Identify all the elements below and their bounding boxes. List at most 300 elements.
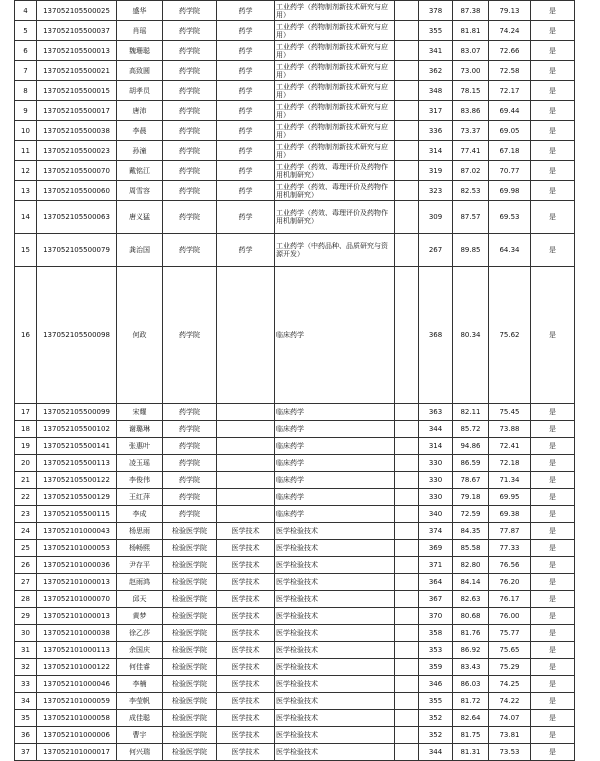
major-cell: 医学技术 xyxy=(217,557,275,574)
initial-score-cell: 378 xyxy=(419,1,453,21)
exam-id-cell: 137052105500102 xyxy=(37,421,117,438)
row-number-cell: 16 xyxy=(15,267,37,404)
admitted-cell: 是 xyxy=(531,181,575,201)
total-score-cell: 72.41 xyxy=(489,438,531,455)
student-name-cell: 李莹帆 xyxy=(117,693,163,710)
exam-id-cell: 137052105500115 xyxy=(37,506,117,523)
initial-score-cell: 330 xyxy=(419,489,453,506)
retest-score-cell: 77.41 xyxy=(453,141,489,161)
direction-cell: 工业药学（药物制剂新技术研究与应用） xyxy=(275,101,395,121)
row-number-cell: 6 xyxy=(15,41,37,61)
retest-score-cell: 86.59 xyxy=(453,455,489,472)
direction-cell: 工业药学（药物制剂新技术研究与应用） xyxy=(275,1,395,21)
table-row xyxy=(15,267,575,404)
major-cell: 药学 xyxy=(217,61,275,81)
college-cell: 药学院 xyxy=(163,161,217,181)
table-row xyxy=(15,727,575,744)
row-number-cell: 12 xyxy=(15,161,37,181)
exam-id-cell: 137052105500070 xyxy=(37,161,117,181)
retest-score-cell: 83.43 xyxy=(453,659,489,676)
exam-id-cell: 137052101000013 xyxy=(37,608,117,625)
table-row xyxy=(15,540,575,557)
admitted-cell: 是 xyxy=(531,404,575,421)
major-cell xyxy=(217,421,275,438)
college-cell: 药学院 xyxy=(163,267,217,404)
direction-cell: 医学检验技术 xyxy=(275,523,395,540)
row-number-cell: 36 xyxy=(15,727,37,744)
exam-id-cell: 137052105500113 xyxy=(37,455,117,472)
row-number-cell: 10 xyxy=(15,121,37,141)
row-number-cell: 18 xyxy=(15,421,37,438)
retest-score-cell: 82.53 xyxy=(453,181,489,201)
initial-score-cell: 355 xyxy=(419,21,453,41)
college-cell: 检验医学院 xyxy=(163,659,217,676)
exam-id-cell: 137052101000046 xyxy=(37,676,117,693)
major-cell: 药学 xyxy=(217,41,275,61)
major-cell xyxy=(217,455,275,472)
row-number-cell: 37 xyxy=(15,744,37,761)
student-name-cell: 张惠叶 xyxy=(117,438,163,455)
exam-id-cell: 137052105500063 xyxy=(37,201,117,234)
empty-cell xyxy=(395,141,419,161)
total-score-cell: 76.17 xyxy=(489,591,531,608)
direction-cell: 医学检验技术 xyxy=(275,540,395,557)
empty-cell xyxy=(395,676,419,693)
total-score-cell: 76.00 xyxy=(489,608,531,625)
retest-score-cell: 79.18 xyxy=(453,489,489,506)
admitted-cell: 是 xyxy=(531,438,575,455)
empty-cell xyxy=(395,61,419,81)
student-name-cell: 黄梦 xyxy=(117,608,163,625)
major-cell: 医学技术 xyxy=(217,659,275,676)
row-number-cell: 24 xyxy=(15,523,37,540)
table-row xyxy=(15,676,575,693)
student-name-cell: 谢璐琳 xyxy=(117,421,163,438)
empty-cell xyxy=(395,21,419,41)
admitted-cell: 是 xyxy=(531,608,575,625)
retest-score-cell: 82.63 xyxy=(453,591,489,608)
empty-cell xyxy=(395,41,419,61)
admitted-cell: 是 xyxy=(531,727,575,744)
student-name-cell: 尹存平 xyxy=(117,557,163,574)
major-cell: 医学技术 xyxy=(217,693,275,710)
initial-score-cell: 348 xyxy=(419,81,453,101)
total-score-cell: 69.95 xyxy=(489,489,531,506)
table-row xyxy=(15,1,575,21)
student-name-cell: 胡孝员 xyxy=(117,81,163,101)
student-name-cell: 曹宇 xyxy=(117,727,163,744)
major-cell: 药学 xyxy=(217,234,275,267)
major-cell: 药学 xyxy=(217,161,275,181)
student-name-cell: 宋耀 xyxy=(117,404,163,421)
major-cell: 医学技术 xyxy=(217,574,275,591)
exam-id-cell: 137052101000038 xyxy=(37,625,117,642)
exam-id-cell: 137052105500021 xyxy=(37,61,117,81)
table-row xyxy=(15,121,575,141)
major-cell: 医学技术 xyxy=(217,608,275,625)
admitted-cell: 是 xyxy=(531,267,575,404)
direction-cell: 工业药学（中药品种、品质研究与资源开发） xyxy=(275,234,395,267)
college-cell: 检验医学院 xyxy=(163,557,217,574)
college-cell: 药学院 xyxy=(163,234,217,267)
total-score-cell: 72.18 xyxy=(489,455,531,472)
college-cell: 药学院 xyxy=(163,201,217,234)
exam-id-cell: 137052105500025 xyxy=(37,1,117,21)
retest-score-cell: 81.76 xyxy=(453,625,489,642)
total-score-cell: 73.53 xyxy=(489,744,531,761)
student-name-cell: 李晨 xyxy=(117,121,163,141)
empty-cell xyxy=(395,727,419,744)
empty-cell xyxy=(395,455,419,472)
initial-score-cell: 370 xyxy=(419,608,453,625)
empty-cell xyxy=(395,574,419,591)
college-cell: 检验医学院 xyxy=(163,608,217,625)
table-row xyxy=(15,744,575,761)
total-score-cell: 73.81 xyxy=(489,727,531,744)
major-cell: 医学技术 xyxy=(217,540,275,557)
initial-score-cell: 344 xyxy=(419,421,453,438)
table-row xyxy=(15,625,575,642)
exam-id-cell: 137052105500141 xyxy=(37,438,117,455)
retest-score-cell: 81.72 xyxy=(453,693,489,710)
initial-score-cell: 369 xyxy=(419,540,453,557)
admission-table xyxy=(14,0,575,761)
major-cell xyxy=(217,267,275,404)
retest-score-cell: 72.59 xyxy=(453,506,489,523)
table-row xyxy=(15,455,575,472)
table-row xyxy=(15,404,575,421)
admitted-cell: 是 xyxy=(531,642,575,659)
direction-cell: 工业药学（药物制剂新技术研究与应用） xyxy=(275,61,395,81)
student-name-cell: 李成 xyxy=(117,506,163,523)
direction-cell: 工业药学（药物制剂新技术研究与应用） xyxy=(275,41,395,61)
direction-cell: 临床药学 xyxy=(275,421,395,438)
empty-cell xyxy=(395,625,419,642)
admitted-cell: 是 xyxy=(531,744,575,761)
college-cell: 药学院 xyxy=(163,21,217,41)
initial-score-cell: 353 xyxy=(419,642,453,659)
student-name-cell: 何兴瑞 xyxy=(117,744,163,761)
retest-score-cell: 80.68 xyxy=(453,608,489,625)
major-cell xyxy=(217,489,275,506)
table-row xyxy=(15,523,575,540)
admitted-cell: 是 xyxy=(531,61,575,81)
student-name-cell: 李俊伟 xyxy=(117,472,163,489)
total-score-cell: 64.34 xyxy=(489,234,531,267)
direction-cell: 工业药学（药效、毒理评价及药物作用机制研究） xyxy=(275,181,395,201)
total-score-cell: 77.33 xyxy=(489,540,531,557)
empty-cell xyxy=(395,710,419,727)
admitted-cell: 是 xyxy=(531,710,575,727)
table-row xyxy=(15,421,575,438)
exam-id-cell: 137052105500122 xyxy=(37,472,117,489)
retest-score-cell: 85.58 xyxy=(453,540,489,557)
student-name-cell: 成佳聪 xyxy=(117,710,163,727)
row-number-cell: 33 xyxy=(15,676,37,693)
retest-score-cell: 84.35 xyxy=(453,523,489,540)
row-number-cell: 7 xyxy=(15,61,37,81)
total-score-cell: 75.62 xyxy=(489,267,531,404)
student-name-cell: 魏珊聪 xyxy=(117,41,163,61)
major-cell: 药学 xyxy=(217,21,275,41)
table-row xyxy=(15,201,575,234)
admitted-cell: 是 xyxy=(531,574,575,591)
total-score-cell: 74.24 xyxy=(489,21,531,41)
exam-id-cell: 137052101000006 xyxy=(37,727,117,744)
total-score-cell: 74.22 xyxy=(489,693,531,710)
empty-cell xyxy=(395,608,419,625)
exam-id-cell: 137052101000113 xyxy=(37,642,117,659)
exam-id-cell: 137052105500013 xyxy=(37,41,117,61)
direction-cell: 医学检验技术 xyxy=(275,727,395,744)
empty-cell xyxy=(395,121,419,141)
initial-score-cell: 309 xyxy=(419,201,453,234)
student-name-cell: 何佳睿 xyxy=(117,659,163,676)
retest-score-cell: 86.92 xyxy=(453,642,489,659)
empty-cell xyxy=(395,1,419,21)
initial-score-cell: 362 xyxy=(419,61,453,81)
retest-score-cell: 87.38 xyxy=(453,1,489,21)
row-number-cell: 14 xyxy=(15,201,37,234)
empty-cell xyxy=(395,234,419,267)
total-score-cell: 71.34 xyxy=(489,472,531,489)
total-score-cell: 73.88 xyxy=(489,421,531,438)
student-name-cell: 王红萍 xyxy=(117,489,163,506)
college-cell: 药学院 xyxy=(163,455,217,472)
empty-cell xyxy=(395,438,419,455)
retest-score-cell: 73.37 xyxy=(453,121,489,141)
total-score-cell: 75.29 xyxy=(489,659,531,676)
row-number-cell: 13 xyxy=(15,181,37,201)
total-score-cell: 74.07 xyxy=(489,710,531,727)
row-number-cell: 20 xyxy=(15,455,37,472)
direction-cell: 医学检验技术 xyxy=(275,693,395,710)
total-score-cell: 74.25 xyxy=(489,676,531,693)
major-cell: 医学技术 xyxy=(217,727,275,744)
exam-id-cell: 137052105500129 xyxy=(37,489,117,506)
admitted-cell: 是 xyxy=(531,1,575,21)
student-name-cell: 孙潼 xyxy=(117,141,163,161)
empty-cell xyxy=(395,472,419,489)
college-cell: 检验医学院 xyxy=(163,574,217,591)
exam-id-cell: 137052105500098 xyxy=(37,267,117,404)
student-name-cell: 余国庆 xyxy=(117,642,163,659)
admitted-cell: 是 xyxy=(531,121,575,141)
exam-id-cell: 137052101000122 xyxy=(37,659,117,676)
empty-cell xyxy=(395,744,419,761)
retest-score-cell: 80.34 xyxy=(453,267,489,404)
initial-score-cell: 359 xyxy=(419,659,453,676)
admitted-cell: 是 xyxy=(531,591,575,608)
college-cell: 药学院 xyxy=(163,141,217,161)
empty-cell xyxy=(395,591,419,608)
row-number-cell: 17 xyxy=(15,404,37,421)
direction-cell: 临床药学 xyxy=(275,489,395,506)
student-name-cell: 周雪容 xyxy=(117,181,163,201)
initial-score-cell: 355 xyxy=(419,693,453,710)
direction-cell: 临床药学 xyxy=(275,472,395,489)
admitted-cell: 是 xyxy=(531,472,575,489)
student-name-cell: 李楠 xyxy=(117,676,163,693)
table-row xyxy=(15,591,575,608)
exam-id-cell: 137052105500017 xyxy=(37,101,117,121)
table-row xyxy=(15,506,575,523)
exam-id-cell: 137052101000017 xyxy=(37,744,117,761)
total-score-cell: 67.18 xyxy=(489,141,531,161)
college-cell: 药学院 xyxy=(163,1,217,21)
initial-score-cell: 371 xyxy=(419,557,453,574)
exam-id-cell: 137052101000043 xyxy=(37,523,117,540)
table-row xyxy=(15,659,575,676)
initial-score-cell: 330 xyxy=(419,455,453,472)
initial-score-cell: 336 xyxy=(419,121,453,141)
exam-id-cell: 137052105500079 xyxy=(37,234,117,267)
exam-id-cell: 137052101000036 xyxy=(37,557,117,574)
admitted-cell: 是 xyxy=(531,101,575,121)
table-row xyxy=(15,21,575,41)
retest-score-cell: 81.75 xyxy=(453,727,489,744)
row-number-cell: 32 xyxy=(15,659,37,676)
row-number-cell: 35 xyxy=(15,710,37,727)
direction-cell: 医学检验技术 xyxy=(275,744,395,761)
row-number-cell: 22 xyxy=(15,489,37,506)
major-cell: 医学技术 xyxy=(217,642,275,659)
exam-id-cell: 137052101000070 xyxy=(37,591,117,608)
major-cell: 医学技术 xyxy=(217,710,275,727)
student-name-cell: 肖瑶 xyxy=(117,21,163,41)
row-number-cell: 28 xyxy=(15,591,37,608)
retest-score-cell: 94.86 xyxy=(453,438,489,455)
empty-cell xyxy=(395,489,419,506)
total-score-cell: 69.44 xyxy=(489,101,531,121)
row-number-cell: 25 xyxy=(15,540,37,557)
retest-score-cell: 83.07 xyxy=(453,41,489,61)
total-score-cell: 76.56 xyxy=(489,557,531,574)
retest-score-cell: 87.57 xyxy=(453,201,489,234)
major-cell: 医学技术 xyxy=(217,676,275,693)
retest-score-cell: 83.86 xyxy=(453,101,489,121)
exam-id-cell: 137052105500060 xyxy=(37,181,117,201)
row-number-cell: 23 xyxy=(15,506,37,523)
direction-cell: 医学检验技术 xyxy=(275,557,395,574)
empty-cell xyxy=(395,693,419,710)
exam-id-cell: 137052105500023 xyxy=(37,141,117,161)
college-cell: 药学院 xyxy=(163,438,217,455)
total-score-cell: 72.58 xyxy=(489,61,531,81)
total-score-cell: 72.17 xyxy=(489,81,531,101)
admitted-cell: 是 xyxy=(531,540,575,557)
retest-score-cell: 89.85 xyxy=(453,234,489,267)
empty-cell xyxy=(395,421,419,438)
empty-cell xyxy=(395,557,419,574)
retest-score-cell: 78.15 xyxy=(453,81,489,101)
table-row xyxy=(15,489,575,506)
empty-cell xyxy=(395,201,419,234)
admitted-cell: 是 xyxy=(531,201,575,234)
table-row xyxy=(15,574,575,591)
row-number-cell: 5 xyxy=(15,21,37,41)
total-score-cell: 72.66 xyxy=(489,41,531,61)
college-cell: 药学院 xyxy=(163,506,217,523)
college-cell: 药学院 xyxy=(163,121,217,141)
table-row xyxy=(15,161,575,181)
student-name-cell: 龚治国 xyxy=(117,234,163,267)
initial-score-cell: 374 xyxy=(419,523,453,540)
admitted-cell: 是 xyxy=(531,693,575,710)
total-score-cell: 75.45 xyxy=(489,404,531,421)
direction-cell: 临床药学 xyxy=(275,506,395,523)
direction-cell: 工业药学（药物制剂新技术研究与应用） xyxy=(275,21,395,41)
college-cell: 检验医学院 xyxy=(163,710,217,727)
direction-cell: 工业药学（药物制剂新技术研究与应用） xyxy=(275,121,395,141)
direction-cell: 医学检验技术 xyxy=(275,710,395,727)
row-number-cell: 30 xyxy=(15,625,37,642)
admitted-cell: 是 xyxy=(531,21,575,41)
major-cell xyxy=(217,404,275,421)
initial-score-cell: 267 xyxy=(419,234,453,267)
direction-cell: 医学检验技术 xyxy=(275,676,395,693)
empty-cell xyxy=(395,506,419,523)
admitted-cell: 是 xyxy=(531,41,575,61)
college-cell: 检验医学院 xyxy=(163,523,217,540)
college-cell: 药学院 xyxy=(163,101,217,121)
direction-cell: 医学检验技术 xyxy=(275,591,395,608)
direction-cell: 临床药学 xyxy=(275,438,395,455)
initial-score-cell: 368 xyxy=(419,267,453,404)
retest-score-cell: 85.72 xyxy=(453,421,489,438)
row-number-cell: 8 xyxy=(15,81,37,101)
row-number-cell: 4 xyxy=(15,1,37,21)
empty-cell xyxy=(395,81,419,101)
direction-cell: 工业药学（药效、毒理评价及药物作用机制研究） xyxy=(275,161,395,181)
college-cell: 药学院 xyxy=(163,421,217,438)
row-number-cell: 19 xyxy=(15,438,37,455)
row-number-cell: 11 xyxy=(15,141,37,161)
college-cell: 检验医学院 xyxy=(163,744,217,761)
admitted-cell: 是 xyxy=(531,659,575,676)
college-cell: 药学院 xyxy=(163,404,217,421)
table-row xyxy=(15,472,575,489)
college-cell: 药学院 xyxy=(163,489,217,506)
admitted-cell: 是 xyxy=(531,523,575,540)
exam-id-cell: 137052101000058 xyxy=(37,710,117,727)
table-row xyxy=(15,710,575,727)
admitted-cell: 是 xyxy=(531,234,575,267)
row-number-cell: 31 xyxy=(15,642,37,659)
direction-cell: 临床药学 xyxy=(275,267,395,404)
row-number-cell: 27 xyxy=(15,574,37,591)
admitted-cell: 是 xyxy=(531,625,575,642)
initial-score-cell: 323 xyxy=(419,181,453,201)
initial-score-cell: 344 xyxy=(419,744,453,761)
admitted-cell: 是 xyxy=(531,161,575,181)
initial-score-cell: 330 xyxy=(419,472,453,489)
exam-id-cell: 137052105500099 xyxy=(37,404,117,421)
retest-score-cell: 86.03 xyxy=(453,676,489,693)
row-number-cell: 29 xyxy=(15,608,37,625)
total-score-cell: 75.65 xyxy=(489,642,531,659)
row-number-cell: 21 xyxy=(15,472,37,489)
exam-id-cell: 137052101000053 xyxy=(37,540,117,557)
major-cell: 药学 xyxy=(217,201,275,234)
direction-cell: 工业药学（药效、毒理评价及药物作用机制研究） xyxy=(275,201,395,234)
college-cell: 检验医学院 xyxy=(163,642,217,659)
college-cell: 检验医学院 xyxy=(163,540,217,557)
direction-cell: 医学检验技术 xyxy=(275,608,395,625)
row-number-cell: 9 xyxy=(15,101,37,121)
student-name-cell: 杨畅熙 xyxy=(117,540,163,557)
direction-cell: 医学检验技术 xyxy=(275,659,395,676)
